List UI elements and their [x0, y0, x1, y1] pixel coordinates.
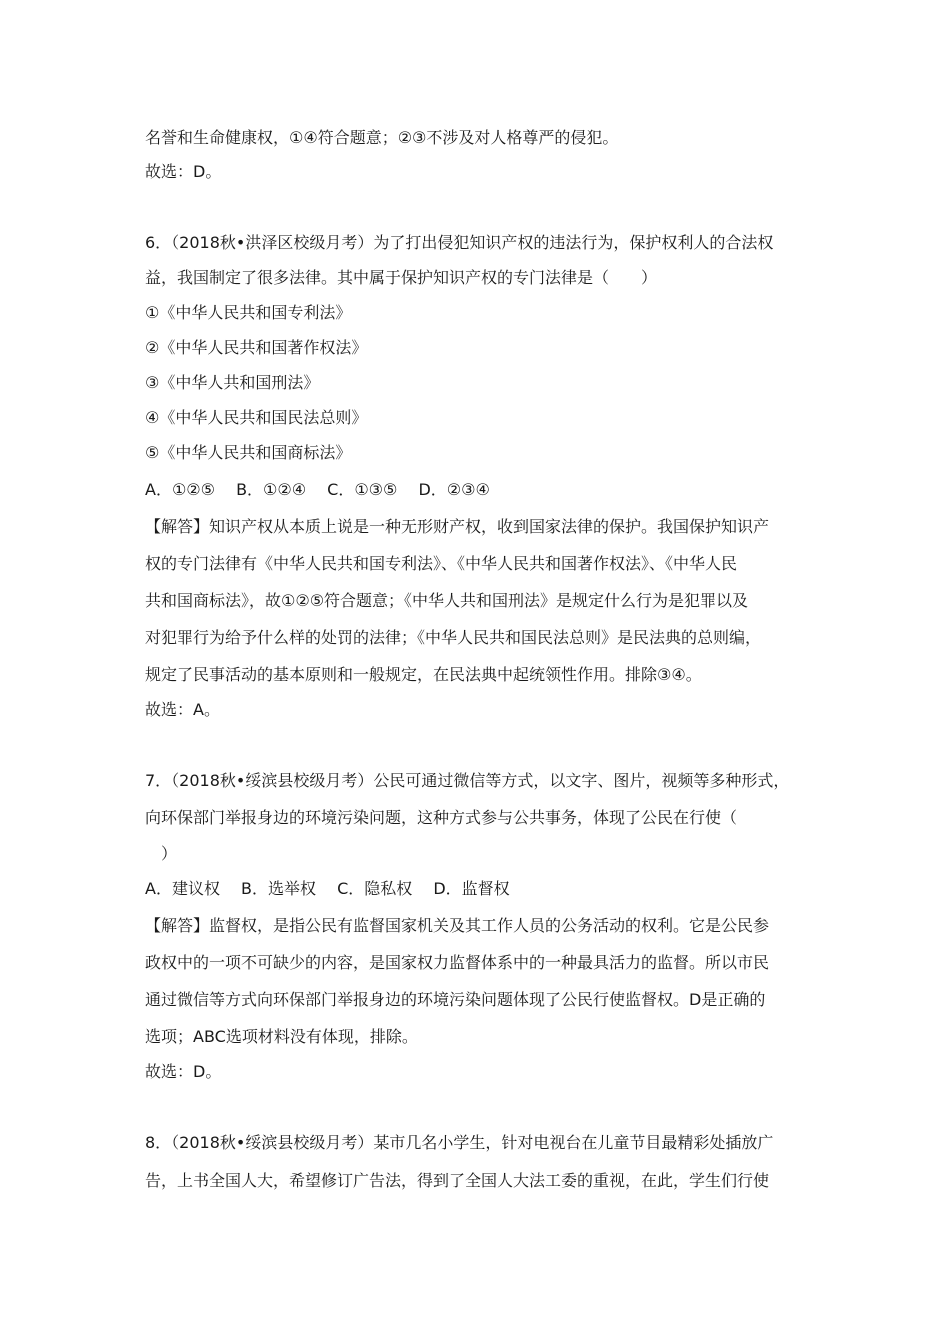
- q6-options: A．①②⑤ B．①②④ C．①③⑤ D．②③④: [145, 480, 490, 499]
- q6-analysis-line-3: 共和国商标法》，故①②⑤符合题意；《中华人共和国刑法》是规定什么行为是犯罪以及: [145, 591, 749, 610]
- prev-answer-line: 名誉和生命健康权，①④符合题意；②③不涉及对人格尊严的侵犯。: [145, 128, 619, 147]
- q6-analysis-line-2: 权的专门法律有《中华人民共和国专利法》、《中华人民共和国著作权法》、《中华人民: [145, 554, 738, 573]
- q7-analysis-line-2: 政权中的一项不可缺少的内容，是国家权力监督体系中的一种最具活力的监督。所以市民: [145, 953, 770, 972]
- q6-item-2: ②《中华人民共和国著作权法》: [145, 338, 368, 357]
- q6-analysis-line-4: 对犯罪行为给予什么样的处罚的法律；《中华人民共和国民法总则》是民法典的总则编，: [145, 628, 762, 647]
- q7-analysis-line-3: 通过微信等方式向环保部门举报身边的环境污染问题体现了公民行使监督权。D是正确的: [145, 990, 766, 1009]
- q6-analysis-line-5: 规定了民事活动的基本原则和一般规定，在民法典中起统领性作用。排除③④。: [145, 665, 702, 684]
- q6-analysis-line-1: 【解答】知识产权从本质上说是一种无形财产权，收到国家法律的保护。我国保护知识产: [145, 517, 770, 536]
- q7-analysis-line-1: 【解答】监督权，是指公民有监督国家机关及其工作人员的公务活动的权利。它是公民参: [145, 916, 770, 935]
- q8-stem-line-2: 告，上书全国人大，希望修订广告法，得到了全国人大法工委的重视，在此，学生们行使: [145, 1171, 770, 1190]
- q6-item-5: ⑤《中华人民共和国商标法》: [145, 443, 352, 462]
- q7-analysis-line-4: 选项；ABC选项材料没有体现，排除。: [145, 1027, 418, 1046]
- q6-choice: 故选：A。: [145, 700, 220, 719]
- q6-item-4: ④《中华人民共和国民法总则》: [145, 408, 368, 427]
- q6-item-1: ①《中华人民共和国专利法》: [145, 303, 352, 322]
- q7-choice: 故选：D。: [145, 1062, 222, 1081]
- q7-stem-line-2: 向环保部门举报身边的环境污染问题，这种方式参与公共事务，体现了公民在行使（: [145, 808, 738, 827]
- q8-stem-line-1: 8．（2018秋•绥滨县校级月考）某市几名小学生，针对电视台在儿童节目最精彩处插放广: [145, 1133, 774, 1152]
- q7-options: A．建议权 B．选举权 C．隐私权 D．监督权: [145, 879, 510, 898]
- q7-stem-line-3: ）: [145, 844, 178, 863]
- q6-item-3: ③《中华人共和国刑法》: [145, 373, 320, 392]
- q6-stem-line-2: 益，我国制定了很多法律。其中属于保护知识产权的专门法律是（ ）: [145, 268, 658, 287]
- prev-choice: 故选：D。: [145, 162, 222, 181]
- q6-stem-line-1: 6．（2018秋•洪泽区校级月考）为了打出侵犯知识产权的违法行为，保护权利人的合法权: [145, 233, 774, 252]
- q7-stem-line-1: 7．（2018秋•绥滨县校级月考）公民可通过微信等方式，以文字、图片，视频等多种形式，: [145, 771, 790, 790]
